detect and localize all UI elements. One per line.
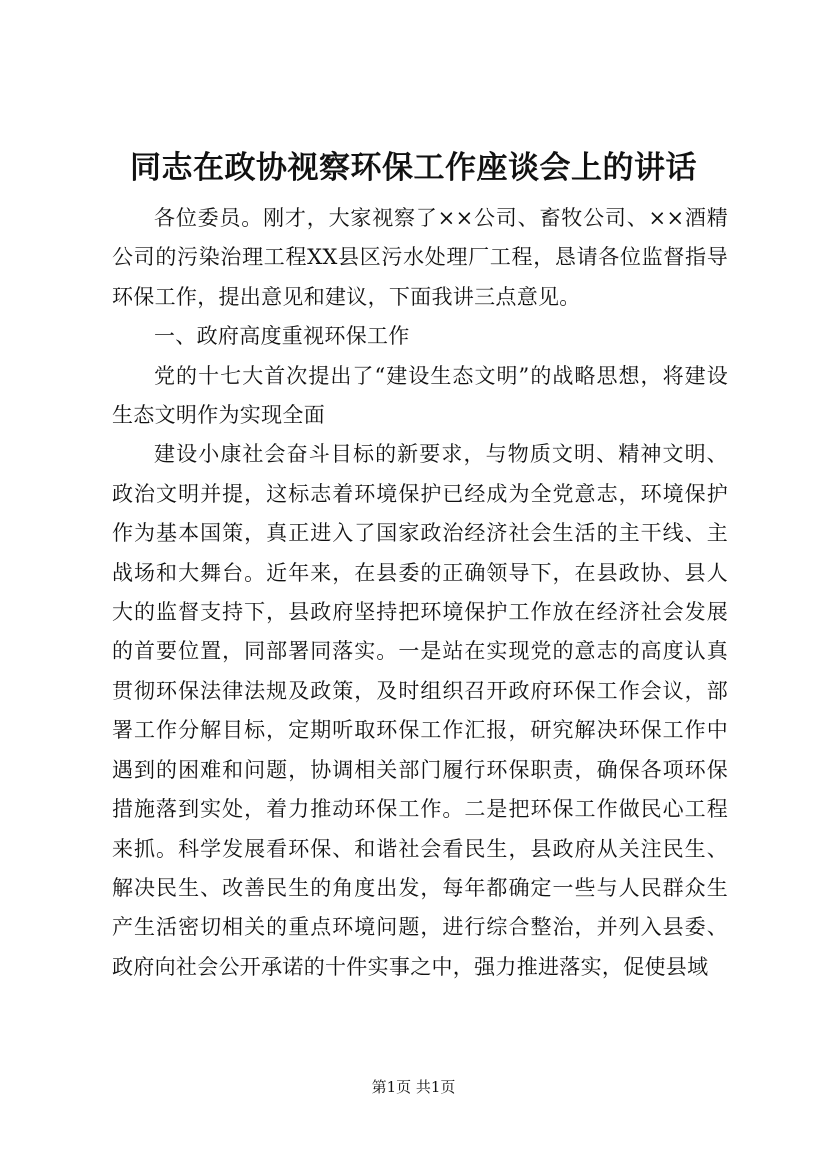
document-body xyxy=(112,199,728,987)
document-title: 同志在政协视察环保工作座谈会上的讲话 xyxy=(130,150,697,186)
paragraph-greeting: 各位委员。刚才，大家视察了××公司、畜牧公司、××酒精公司的污染治理工程XX县区污水处理厂工程，恳请各位监督指导环保工作，提出意见和建议，下面我讲三点意见。 xyxy=(112,206,728,309)
section-heading: 一、政府高度重视环保工作 xyxy=(154,324,410,349)
page-number-footer: 第1页 共1页 xyxy=(371,1078,456,1096)
paragraph-ecological-civilization: 党的十七大首次提出了“建设生态文明”的战略思想，将建设生态文明作为实现全面 xyxy=(112,363,728,428)
paragraph-main-body: 建设小康社会奋斗目标的新要求，与物质文明、精神文明、政治文明并提，这标志着环境保护已经成为全党意志，环境保护作为基本国策，真正进入了国家政治经济社会生活的主干线、主战场和大舞台。近年来，在县委的正确领导下，在县政协、县人大的监督支持下，县政府坚持把环境保护工作放在经济社会发展的首要位置，同部署同落实。一是站在实现党的意志的高度认真贯彻环保法律法规及政策，及时组织召开政府环保工作会议，部署工作分解目标，定期听取环保工作汇报，研究解决环保工作中遇到的困难和问题，协调相关部门履行环保职责，确保各项环保措施落到实处，着力推动环保工作。二是把环保工作做民心工程来抓。科学发展看环保、和谐社会看民生，县政府从关注民生、解决民生、改善民生的角度出发，每年都确定一些与人民群众生产生活密切相关的重点环境问题，进行综合整治，并列入县委、政府向社会公开承诺的十件实事之中，强力推进落实，促使县域 xyxy=(112,442,728,979)
